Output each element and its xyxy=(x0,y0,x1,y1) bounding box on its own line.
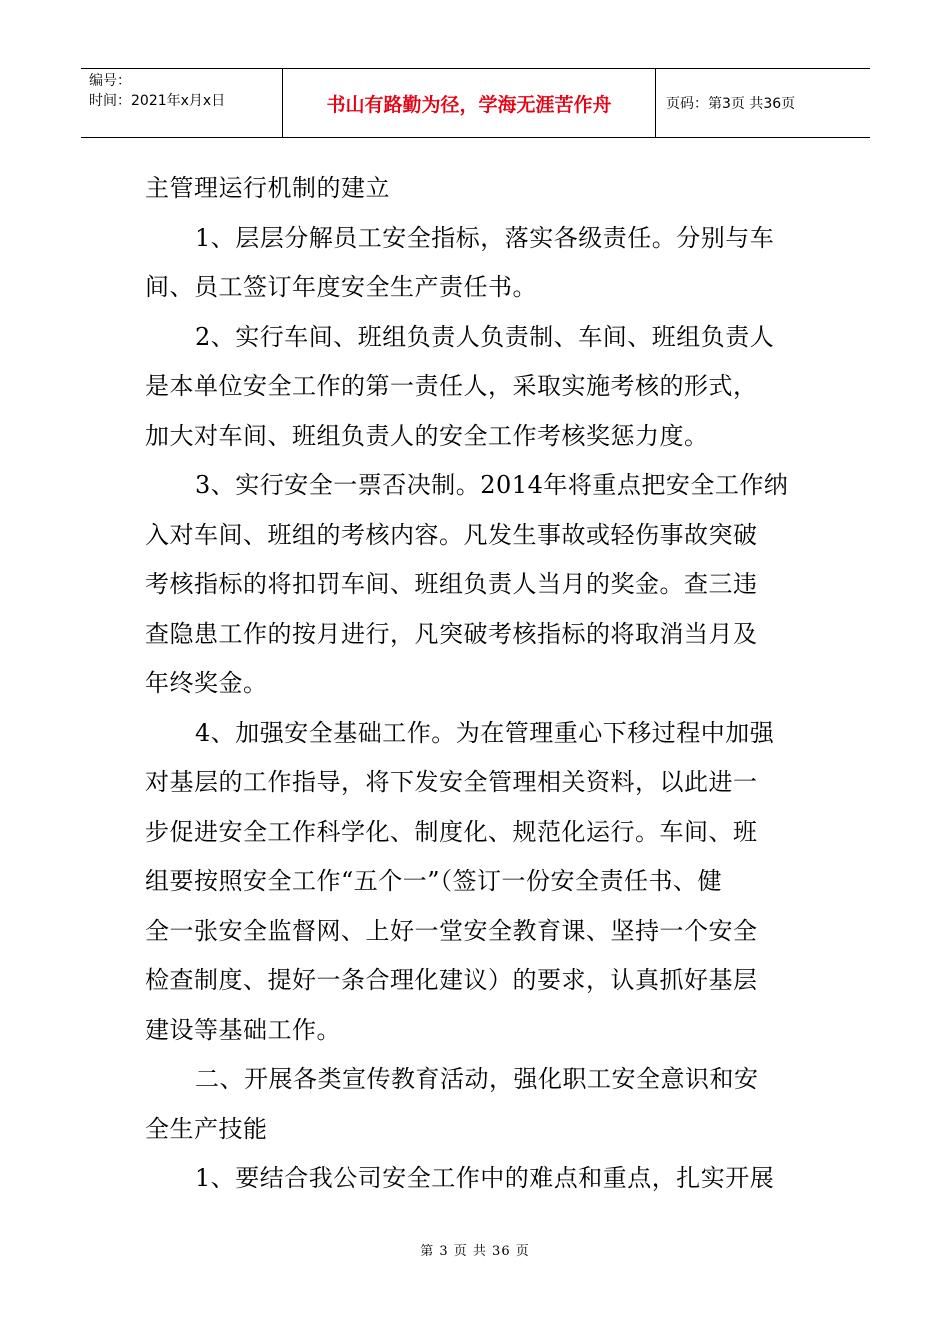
body-line: 1、层层分解员工安全指标，落实各级责任。分别与车 xyxy=(195,223,775,252)
header-motto: 书山有路勤为径，学海无涯苦作舟 xyxy=(283,69,656,137)
header-meta xyxy=(81,69,283,137)
body-line: 考核指标的将扣罚车间、班组负责人当月的奖金。查三违 xyxy=(145,570,758,598)
page-footer: 第 3 页 共 36 页 xyxy=(420,1244,530,1259)
page-header xyxy=(81,68,870,138)
body-line: 查隐患工作的按月进行，凡突破考核指标的将取消当月及 xyxy=(145,619,758,648)
body-line: 是本单位安全工作的第一责任人，采取实施考核的形式， xyxy=(145,372,758,400)
body-line: 入对车间、班组的考核内容。凡发生事故或轻伤事故突破 xyxy=(145,520,758,549)
body-line: 组要按照安全工作“五个一”（签订一份安全责任书、健 xyxy=(145,867,723,895)
body-line: 全一张安全监督网、上好一堂安全教育课、坚持一个安全 xyxy=(145,916,758,945)
header-page-code: 页码：第3页 共36页 xyxy=(666,96,796,112)
body-line: 3、实行安全一票否决制。2014年将重点把安全工作纳 xyxy=(195,471,789,499)
body-line: 二、开展各类宣传教育活动，强化职工安全意识和安 xyxy=(195,1065,759,1093)
body-line: 对基层的工作指导，将下发安全管理相关资料，以此进一 xyxy=(145,768,758,796)
body-line: 加大对车间、班组负责人的安全工作考核奖惩力度。 xyxy=(145,421,709,450)
body-line: 建设等基础工作。 xyxy=(145,1015,341,1044)
body-line: 步促进安全工作科学化、制度化、规范化运行。车间、班 xyxy=(145,817,758,846)
body-line: 年终奖金。 xyxy=(145,669,268,697)
body-line: 检查制度、提好一条合理化建议）的要求，认真抓好基层 xyxy=(145,966,758,994)
body-line: 1、要结合我公司安全工作中的难点和重点，扎实开展 xyxy=(195,1164,775,1192)
body-line: 2、实行车间、班组负责人负责制、车间、班组负责人 xyxy=(195,322,775,351)
body-line: 间、员工签订年度安全生产责任书。 xyxy=(145,273,537,301)
document-body xyxy=(145,164,805,1204)
time-label: 时间：2021年x月x日 xyxy=(89,93,226,109)
body-line: 主管理运行机制的建立 xyxy=(145,174,390,202)
body-line: 全生产技能 xyxy=(145,1114,268,1143)
number-label: 编号： xyxy=(89,73,131,89)
body-line: 4、加强安全基础工作。为在管理重心下移过程中加强 xyxy=(195,718,775,747)
